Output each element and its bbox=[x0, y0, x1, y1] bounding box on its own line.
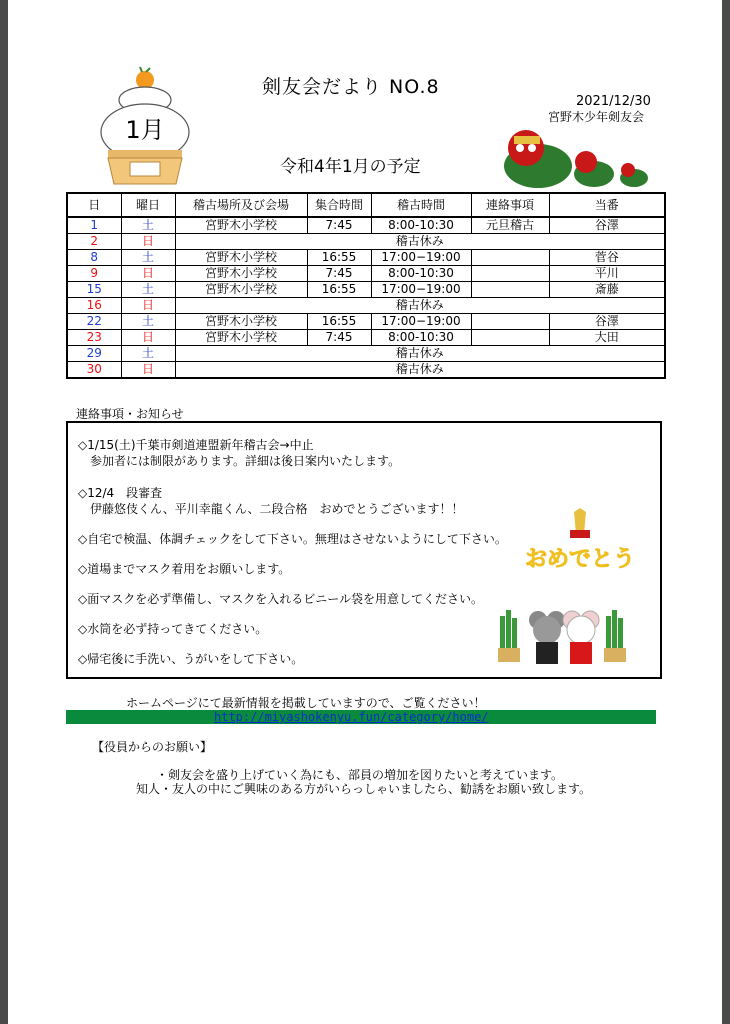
row-day: 22 bbox=[67, 314, 121, 330]
row-closed: 稽古休み bbox=[175, 346, 665, 362]
table-row bbox=[67, 346, 665, 362]
header-gather-time: 集合時間 bbox=[307, 193, 371, 217]
row-closed: 稽古休み bbox=[175, 298, 665, 314]
row-closed: 稽古休み bbox=[175, 362, 665, 379]
row-gather: 16:55 bbox=[307, 314, 371, 330]
row-place: 宮野木小学校 bbox=[175, 282, 307, 298]
header-place: 稽古場所及び会場 bbox=[175, 193, 307, 217]
notice-item: ◇面マスクを必ず準備し、マスクを入れるビニール袋を用意してください。 bbox=[78, 592, 483, 606]
notice-item: ◇12/4 段審査 bbox=[78, 486, 163, 500]
row-weekday: 日 bbox=[121, 298, 175, 314]
row-day: 29 bbox=[67, 346, 121, 362]
header-note: 連絡事項 bbox=[471, 193, 549, 217]
request-title: 【役員からのお願い】 bbox=[92, 740, 213, 754]
request-line-2: 知人・友人の中にご興味のある方がいらっしゃいましたら、勧誘をお願い致します。 bbox=[136, 782, 592, 796]
row-place: 宮野木小学校 bbox=[175, 266, 307, 282]
notice-item: 伊藤悠伎くん、平川幸龍くん、二段合格 おめでとうございます！！ bbox=[78, 502, 464, 516]
row-note bbox=[471, 282, 549, 298]
row-day: 2 bbox=[67, 234, 121, 250]
row-gather: 7:45 bbox=[307, 330, 371, 346]
row-day: 1 bbox=[67, 217, 121, 234]
row-day: 16 bbox=[67, 298, 121, 314]
row-time: 8:00-10:30 bbox=[371, 330, 471, 346]
row-place: 宮野木小学校 bbox=[175, 250, 307, 266]
row-weekday: 日 bbox=[121, 266, 175, 282]
row-time: 17:00−19:00 bbox=[371, 282, 471, 298]
notice-item: ◇道場までマスク着用をお願いします。 bbox=[78, 562, 291, 576]
row-weekday: 日 bbox=[121, 362, 175, 379]
row-duty: 谷澤 bbox=[549, 217, 665, 234]
header-practice-time: 稽古時間 bbox=[371, 193, 471, 217]
row-gather: 16:55 bbox=[307, 250, 371, 266]
schedule-header-row bbox=[67, 193, 665, 217]
homepage-link[interactable]: http://miyashokenyu.fun/category/home/ bbox=[214, 710, 489, 724]
mice-kadomatsu-icon bbox=[494, 596, 630, 668]
organization-name: 宮野木少年剣友会 bbox=[548, 110, 645, 124]
table-row bbox=[67, 217, 665, 234]
notice-item: ◇帰宅後に手洗い、うがいをして下さい。 bbox=[78, 652, 304, 666]
issue-date: 2021/12/30 bbox=[576, 94, 651, 109]
notice-item: ◇1/15(土)千葉市剣道連盟新年稽古会→中止 bbox=[78, 438, 314, 452]
row-gather: 16:55 bbox=[307, 282, 371, 298]
row-time: 17:00−19:00 bbox=[371, 250, 471, 266]
omedeto-text: おめでとう bbox=[524, 547, 636, 572]
omedeto-icon bbox=[520, 508, 640, 582]
row-weekday: 日 bbox=[121, 330, 175, 346]
row-weekday: 土 bbox=[121, 346, 175, 362]
row-place: 宮野木小学校 bbox=[175, 217, 307, 234]
table-row bbox=[67, 362, 665, 379]
row-day: 15 bbox=[67, 282, 121, 298]
row-gather: 7:45 bbox=[307, 266, 371, 282]
row-weekday: 土 bbox=[121, 282, 175, 298]
notices-label: 連絡事項・お知らせ bbox=[76, 407, 184, 421]
header-duty: 当番 bbox=[549, 193, 665, 217]
row-duty: 平川 bbox=[549, 266, 665, 282]
row-note: 元旦稽古 bbox=[471, 217, 549, 234]
table-row bbox=[67, 234, 665, 250]
row-weekday: 日 bbox=[121, 234, 175, 250]
row-place: 宮野木小学校 bbox=[175, 314, 307, 330]
shishimai-icon bbox=[496, 122, 656, 192]
row-duty: 大田 bbox=[549, 330, 665, 346]
header-day: 日 bbox=[67, 193, 121, 217]
row-note bbox=[471, 266, 549, 282]
row-gather: 7:45 bbox=[307, 217, 371, 234]
row-duty: 斎藤 bbox=[549, 282, 665, 298]
schedule-subtitle: 令和4年1月の予定 bbox=[280, 157, 421, 177]
row-note bbox=[471, 330, 549, 346]
kagami-mochi-icon bbox=[90, 66, 200, 190]
row-duty: 谷澤 bbox=[549, 314, 665, 330]
mochi-month-label: 1月 bbox=[125, 116, 165, 144]
row-weekday: 土 bbox=[121, 314, 175, 330]
table-row bbox=[67, 250, 665, 266]
row-day: 30 bbox=[67, 362, 121, 379]
notice-item: ◇水筒を必ず持ってきてください。 bbox=[78, 622, 268, 636]
table-row bbox=[67, 298, 665, 314]
notice-item: ◇自宅で検温、体調チェックをして下さい。無理はさせないようにして下さい。 bbox=[78, 532, 507, 546]
homepage-notice: ホームページにて最新情報を掲載していますので、ご覧ください！ bbox=[126, 696, 486, 710]
row-weekday: 土 bbox=[121, 217, 175, 234]
table-row bbox=[67, 330, 665, 346]
schedule-table bbox=[66, 192, 666, 379]
row-time: 17:00−19:00 bbox=[371, 314, 471, 330]
header-weekday: 曜日 bbox=[121, 193, 175, 217]
table-row bbox=[67, 314, 665, 330]
row-duty: 菅谷 bbox=[549, 250, 665, 266]
row-place: 宮野木小学校 bbox=[175, 330, 307, 346]
newsletter-title: 剣友会だより NO.8 bbox=[262, 76, 440, 98]
table-row bbox=[67, 282, 665, 298]
row-note bbox=[471, 314, 549, 330]
row-time: 8:00-10:30 bbox=[371, 217, 471, 234]
row-note bbox=[471, 250, 549, 266]
row-closed: 稽古休み bbox=[175, 234, 665, 250]
row-day: 23 bbox=[67, 330, 121, 346]
row-day: 9 bbox=[67, 266, 121, 282]
newsletter-page bbox=[8, 0, 722, 1024]
notice-item: 参加者には制限があります。詳細は後日案内いたします。 bbox=[78, 454, 401, 468]
table-row bbox=[67, 266, 665, 282]
row-weekday: 土 bbox=[121, 250, 175, 266]
row-day: 8 bbox=[67, 250, 121, 266]
request-line-1: ・剣友会を盛り上げていく為にも、部員の増加を図りたいと考えています。 bbox=[156, 768, 564, 782]
row-time: 8:00-10:30 bbox=[371, 266, 471, 282]
